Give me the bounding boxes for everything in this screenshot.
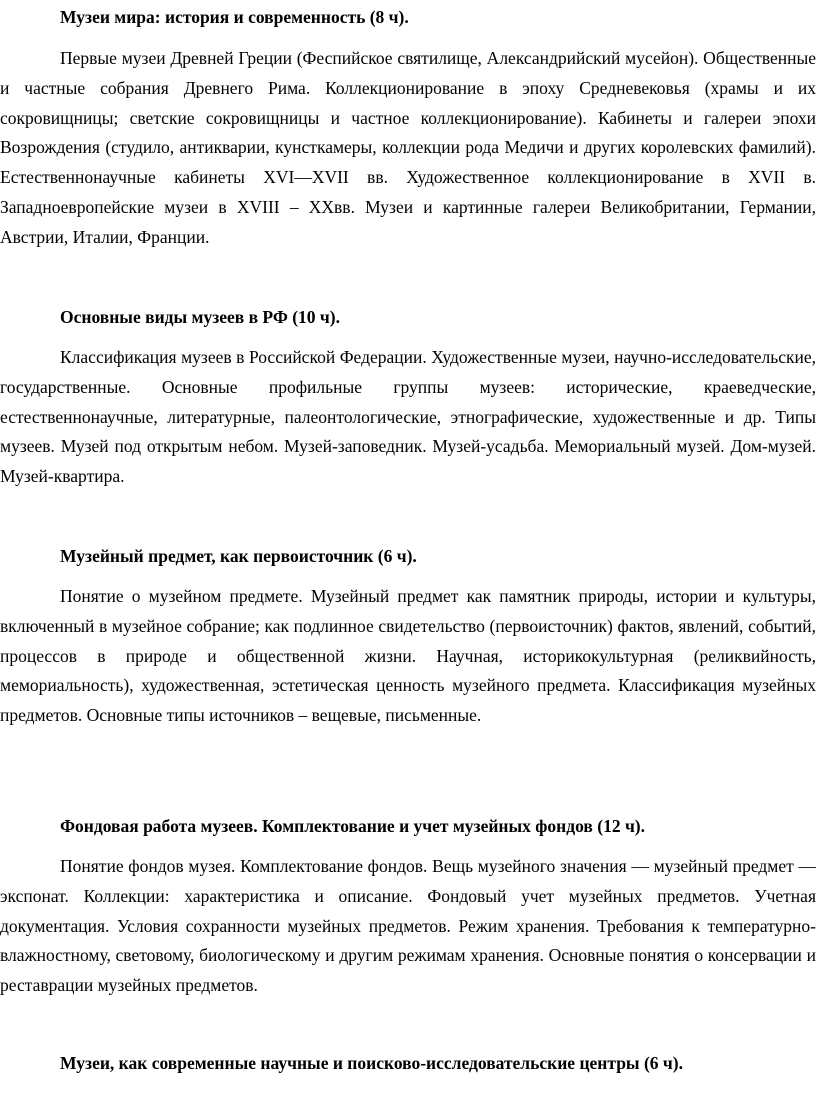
section-body-museum-types: Классификация музеев в Российской Федерации. Художественные музеи, научно-исследовательские, государственные. Основные профильные группы музеев: исторические, краеведческие, естественнонаучные, литературные, палеонтологические, этнографические, художественные и др. Типы музеев. Музей под открытым небом. Музей-заповедник. Музей-усадьба. Мемориальный музей. Дом-музей. Музей-квартира.	[0, 347, 816, 487]
section-heading-museums-history: Музеи мира: история и современность (8 ч).	[60, 7, 409, 27]
section-body-museums-history: Первые музеи Древней Греции (Феспийское святилище, Александрийский мусейон). Общественные и частные собрания Древнего Рима. Коллекционирование в эпоху Средневековья (храмы и их сокровищницы; светские сокровищницы и частное коллекционирование). Кабинеты и галереи эпохи Возрождения (студило, антикварии, кунсткамеры, коллекции рода Медичи и других королевских фамилий). Естественнонаучные кабинеты XVI—XVII вв. Художественное коллекционирование в XVII в. Западноевропейские музеи в XVIII – XXвв. Музеи и картинные галереи Великобритании, Германии, Австрии, Италии, Франции.	[0, 48, 816, 247]
section-heading-research-centers: Музеи, как современные научные и поисково-исследовательские центры (6 ч).	[60, 1053, 683, 1073]
section-heading-museum-types: Основные виды музеев в РФ (10 ч).	[60, 307, 340, 327]
section-heading-fund-work: Фондовая работа музеев. Комплектование и учет музейных фондов (12 ч).	[60, 816, 646, 836]
section-heading-museum-object: Музейный предмет, как первоисточник (6 ч).	[60, 546, 417, 566]
section-body-fund-work: Понятие фондов музея. Комплектование фондов. Вещь музейного значения — музейный предмет — экспонат. Коллекции: характеристика и описание. Фондовый учет музейных предметов. Учетная документация. Условия сохранности музейных предметов. Режим хранения. Требования к температурно-влажностному, световому, биологическому и другим режимам хранения. Основные понятия о консервации и реставрации музейных предметов.	[0, 856, 816, 996]
section-body-museum-object: Понятие о музейном предмете. Музейный предмет как памятник природы, истории и культуры, включенный в музейное собрание; как подлинное свидетельство (первоисточник) фактов, явлений, событий, процессов в природе и общественной жизни. Научная, историкокультурная (реликвийность, мемориальность), художественная, эстетическая ценность музейного предмета. Классификация музейных предметов. Основные типы источников – вещевые, письменные.	[0, 586, 816, 726]
